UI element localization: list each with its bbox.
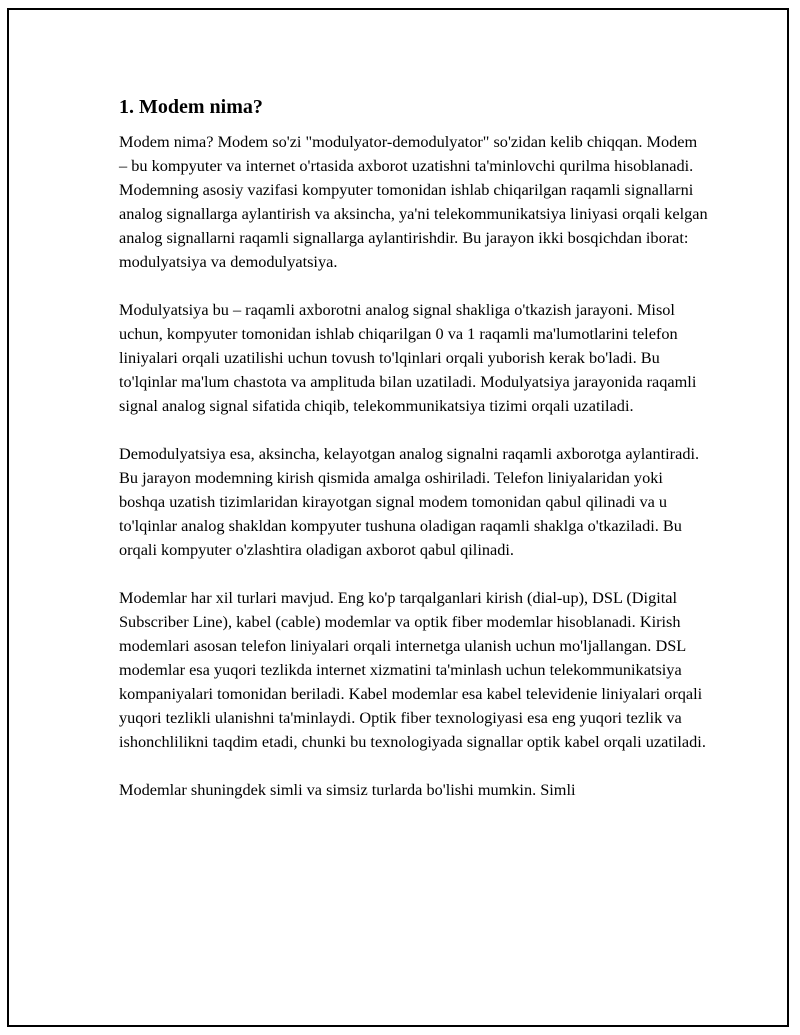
document-body [119, 94, 709, 802]
paragraph-wired-wireless: Modemlar shuningdek simli va simsiz turlarda bo'lishi mumkin. Simli [119, 780, 576, 799]
page-frame [7, 8, 789, 1027]
paragraph-modem-types: Modemlar har xil turlari mavjud. Eng ko'p tarqalganlari kirish (dial-up), DSL (Digital Subscriber Line), kabel (cable) modemlar va optik fiber modemlar hisoblanadi. Kirish modemlari asosan telefon liniyalari orqali internetga ulanish uchun mo'ljallangan. DSL modemlar esa yuqori tezlikda internet xizmatini ta'minlash uchun telekommunikatsiya kompaniyalari tomonidan beriladi. Kabel modemlar esa kabel televidenie liniyalari orqali yuqori tezlikli ulanishni ta'minlaydi. Optik fiber texnologiyasi esa eng yuqori tezlik va ishonchlilikni taqdim etadi, chunki bu texnologiyada signallar optik kabel orqali uzatiladi. [119, 588, 706, 751]
paragraph-demodulation: Demodulyatsiya esa, aksincha, kelayotgan analog signalni raqamli axborotga aylantiradi. Bu jarayon modemning kirish qismida amalga oshiriladi. Telefon liniyalaridan yoki boshqa uzatish tizimlaridan kirayotgan signal modem tomonidan qabul qilinadi va u to'lqinlar analog shakldan kompyuter tushuna oladigan raqamli shaklga o'tkaziladi. Bu orqali kompyuter o'zlashtira oladigan axborot qabul qilinadi. [119, 444, 700, 559]
section-heading: 1. Modem nima? [119, 96, 263, 118]
paragraph-modulation: Modulyatsiya bu – raqamli axborotni analog signal shakliga o'tkazish jarayoni. Misol uchun, kompyuter tomonidan ishlab chiqarilgan 0 va 1 raqamli ma'lumotlarini telefon liniyalari orqali uzatilishi uchun tovush to'lqinlari orqali yuborish kerak bo'ladi. Bu to'lqinlar ma'lum chastota va amplituda bilan uzatiladi. Modulyatsiya jarayonida raqamli signal analog signal sifatida chiqib, telekommunikatsiya tizimi orqali uzatiladi. [119, 300, 697, 415]
paragraph-intro: Modem nima? Modem so'zi "modulyator-demodulyator" so'zidan kelib chiqqan. Modem – bu kompyuter va internet o'rtasida axborot uzatishni ta'minlovchi qurilma hisoblanadi. Modemning asosiy vazifasi kompyuter tomonidan ishlab chiqarilgan raqamli signallarni analog signallarga aylantirish va aksincha, ya'ni telekommunikatsiya liniyasi orqali kelgan analog signallarni raqamli signallarga aylantirishdir. Bu jarayon ikki bosqichdan iborat: modulyatsiya va demodulyatsiya. [119, 132, 708, 271]
